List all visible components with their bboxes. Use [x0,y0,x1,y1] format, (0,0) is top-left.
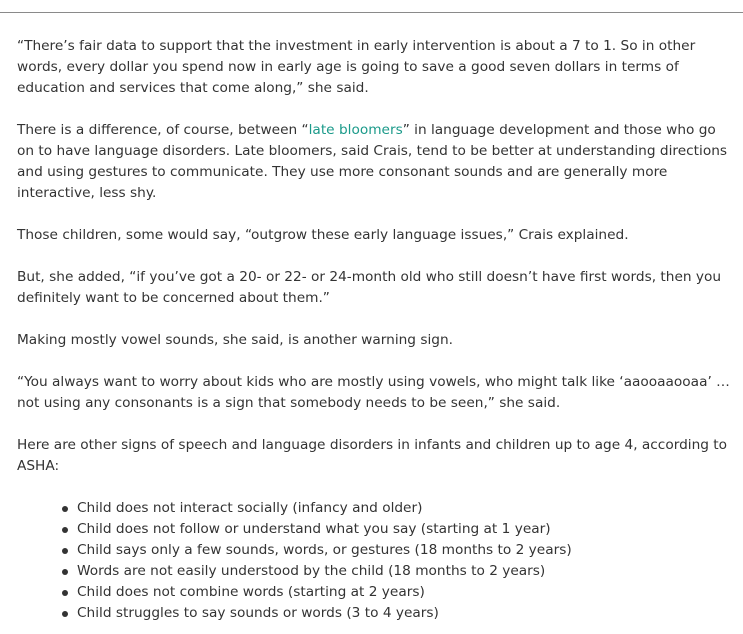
list-item: Child does not interact socially (infancy and older) [77,498,735,519]
paragraph-vowel-warning: Making mostly vowel sounds, she said, is another warning sign. [17,332,453,348]
paragraph-first-words: But, she added, “if you’ve got a 20- or 22- or 24-month old who still doesn’t have first words, then you definitely want to be concerned about them.” [17,269,722,306]
paragraph-investment-quote: “There’s fair data to support that the investment in early intervention is about a 7 to 1. So in other words, every dollar you spend now in early age is going to save a good seven dollars in terms of education and services that come along,” she said. [17,38,696,96]
late-bloomers-link[interactable]: late bloomers [308,122,403,138]
list-item: Child struggles to say sounds or words (3 to 4 years) [77,603,735,624]
signs-list [17,498,735,624]
list-item: Child does not combine words (starting at 2 years) [77,582,735,603]
article-body [17,36,735,624]
paragraph-late-bloomers-end: ” in language development and those who go on to have language disorders. Late bloomers, said Crais, tend to be better at understanding directions and using gestures to communicate. They use more consonant sounds and are generally more interactive, less shy. [17,122,727,201]
paragraph-late-bloomers-start: There is a difference, of course, between “ [17,122,309,138]
list-item: Child says only a few sounds, words, or gestures (18 months to 2 years) [77,540,735,561]
paragraph-vowels-quote: “You always want to worry about kids who are mostly using vowels, who might talk like ‘aaooaaooaa’ …not using any consonants is a sign that somebody needs to be seen,” she said. [17,374,730,411]
paragraph-outgrow: Those children, some would say, “outgrow these early language issues,” Crais explained. [17,227,629,243]
list-item: Child does not follow or understand what you say (starting at 1 year) [77,519,735,540]
paragraph-late-bloomers [17,120,735,204]
list-item: Words are not easily understood by the child (18 months to 2 years) [77,561,735,582]
paragraph-asha-intro: Here are other signs of speech and language disorders in infants and children up to age 4, according to ASHA: [17,437,728,474]
top-divider [0,12,743,13]
